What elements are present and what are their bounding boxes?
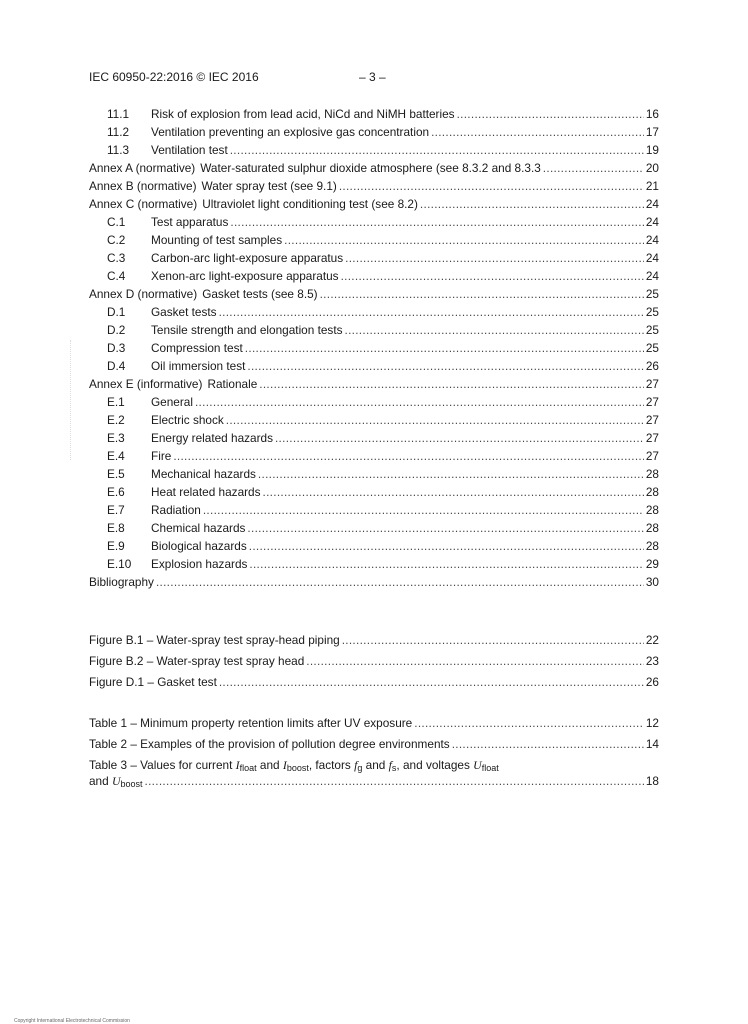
toc-entry[interactable]	[89, 287, 659, 305]
leader-dots	[345, 323, 644, 337]
leader-dots	[452, 737, 644, 751]
entry-title: Chemical hazards	[151, 521, 246, 535]
list-of-figures	[89, 633, 659, 696]
annex-label: Annex E (informative)	[89, 377, 203, 391]
leader-dots	[414, 716, 644, 730]
table-3-text: Table 3 – Values for current	[89, 758, 236, 772]
toc-entry[interactable]	[89, 539, 659, 557]
entry-title: Ventilation test	[151, 143, 228, 157]
section-number: D.2	[107, 323, 126, 337]
leader-dots	[226, 413, 644, 427]
leader-dots	[249, 539, 644, 553]
leader-dots	[249, 557, 643, 571]
section-number: E.2	[107, 413, 125, 427]
section-number: 11.2	[107, 125, 130, 139]
leader-dots	[275, 431, 644, 445]
leader-dots	[247, 521, 643, 535]
leader-dots	[345, 251, 644, 265]
page-ref: 12	[645, 716, 659, 730]
section-number: E.7	[107, 503, 125, 517]
entry-title: Risk of explosion from lead acid, NiCd and NiMH batteries	[151, 107, 455, 121]
toc-entry[interactable]	[89, 161, 659, 179]
figure-entry[interactable]	[89, 633, 659, 654]
entry-title: Water spray test (see 9.1)	[201, 179, 337, 193]
entry-title: Xenon-arc light-exposure apparatus	[151, 269, 339, 283]
toc-entry[interactable]	[89, 431, 659, 449]
toc-entry[interactable]	[89, 143, 659, 161]
section-number: E.1	[107, 395, 125, 409]
section-number: D.1	[107, 305, 126, 319]
annex-label: Annex C (normative)	[89, 197, 198, 211]
toc-entry[interactable]	[89, 251, 659, 269]
leader-dots	[245, 341, 644, 355]
toc-entry[interactable]	[89, 413, 659, 431]
section-number: E.4	[107, 449, 125, 463]
entry-title: Rationale	[207, 377, 258, 391]
toc-entry[interactable]	[89, 179, 659, 197]
section-number: D.3	[107, 341, 126, 355]
leader-dots	[339, 179, 644, 193]
toc-entry[interactable]	[89, 269, 659, 287]
page-ref: 23	[645, 654, 659, 668]
page-ref: 22	[645, 633, 659, 647]
toc-entry[interactable]	[89, 215, 659, 233]
entry-title: Gasket tests (see 8.5)	[202, 287, 318, 301]
leader-dots	[173, 449, 644, 463]
entry-title: Explosion hazards	[151, 557, 248, 571]
toc-entry[interactable]	[89, 503, 659, 521]
page-ref: 30	[645, 575, 659, 589]
section-number: E.6	[107, 485, 125, 499]
leader-dots	[543, 161, 644, 175]
page-ref: 25	[645, 341, 659, 355]
leader-dots	[341, 269, 644, 283]
entry-title: Table 2 – Examples of the provision of pollution degree environments	[89, 737, 450, 751]
entry-title: Electric shock	[151, 413, 224, 427]
toc-entry[interactable]	[89, 575, 659, 593]
toc-entry[interactable]	[89, 341, 659, 359]
copyright-footer: Copyright International Electrotechnical Commission	[14, 1018, 130, 1024]
page-ref: 21	[645, 179, 659, 193]
section-number: E.10	[107, 557, 132, 571]
leader-dots	[247, 359, 643, 373]
toc-entry[interactable]	[89, 377, 659, 395]
toc-entry[interactable]	[89, 305, 659, 323]
table-entry[interactable]	[89, 737, 659, 758]
page-ref: 20	[645, 161, 659, 175]
table-of-contents	[89, 107, 659, 593]
entry-title: Tensile strength and elongation tests	[151, 323, 343, 337]
toc-entry[interactable]	[89, 233, 659, 251]
entry-title: Table 1 – Minimum property retention limits after UV exposure	[89, 716, 413, 730]
section-number: E.3	[107, 431, 125, 445]
page-number: – 3 –	[359, 70, 386, 84]
toc-entry[interactable]	[89, 467, 659, 485]
section-number: 11.1	[107, 107, 130, 121]
leader-dots	[230, 143, 644, 157]
section-number: E.9	[107, 539, 125, 553]
section-number: D.4	[107, 359, 126, 373]
entry-title: Water-saturated sulphur dioxide atmosphere (see 8.3.2 and 8.3.3	[200, 161, 541, 175]
annex-label: Annex D (normative)	[89, 287, 198, 301]
table-entry[interactable]	[89, 716, 659, 737]
page-ref: 14	[645, 737, 659, 751]
leader-dots	[320, 287, 644, 301]
leader-dots	[263, 485, 644, 499]
leader-dots	[306, 654, 644, 668]
toc-entry[interactable]	[89, 521, 659, 539]
page-header	[89, 70, 386, 84]
section-number: C.2	[107, 233, 126, 247]
page-ref: 29	[645, 557, 659, 571]
toc-entry[interactable]	[89, 197, 659, 215]
page-ref: 28	[645, 503, 659, 517]
toc-entry[interactable]	[89, 395, 659, 413]
list-of-tables	[89, 716, 659, 758]
entry-title: Fire	[151, 449, 172, 463]
entry-title: Mechanical hazards	[151, 467, 256, 481]
entry-title: Carbon-arc light-exposure apparatus	[151, 251, 344, 265]
page-ref: 28	[645, 539, 659, 553]
page-ref: 24	[645, 215, 659, 229]
toc-entry[interactable]	[89, 359, 659, 377]
page-ref: 27	[645, 413, 659, 427]
entry-title: Energy related hazards	[151, 431, 273, 445]
leader-dots	[145, 774, 644, 788]
page-ref: 26	[645, 675, 659, 689]
page-ref: 27	[645, 377, 659, 391]
section-number: 11.3	[107, 143, 130, 157]
margin-watermark	[70, 340, 73, 460]
leader-dots	[219, 305, 644, 319]
toc-entry[interactable]	[89, 485, 659, 503]
entry-title: Mounting of test samples	[151, 233, 283, 247]
page-ref: 24	[645, 269, 659, 283]
toc-entry[interactable]	[89, 107, 659, 125]
figure-entry[interactable]	[89, 675, 659, 696]
entry-title: Ventilation preventing an explosive gas concentration	[151, 125, 430, 139]
page-ref: 28	[645, 485, 659, 499]
toc-entry[interactable]	[89, 557, 659, 575]
page-ref: 27	[645, 449, 659, 463]
page-ref: 28	[645, 521, 659, 535]
leader-dots	[259, 377, 644, 391]
entry-title: Ultraviolet light conditioning test (see 8.2)	[202, 197, 418, 211]
leader-dots	[195, 395, 644, 409]
leader-dots	[230, 215, 643, 229]
page-ref: 24	[645, 251, 659, 265]
annex-label: Annex A (normative)	[89, 161, 196, 175]
toc-entry[interactable]	[89, 323, 659, 341]
entry-title: Compression test	[151, 341, 243, 355]
entry-title: Figure B.1 – Water-spray test spray-head piping	[89, 633, 340, 647]
page-ref: 18	[645, 774, 659, 788]
page-ref: 19	[645, 143, 659, 157]
leader-dots	[420, 197, 644, 211]
section-number: E.5	[107, 467, 125, 481]
leader-dots	[258, 467, 644, 481]
page-ref: 27	[645, 431, 659, 445]
entry-title: General	[151, 395, 193, 409]
entry-title: Radiation	[151, 503, 201, 517]
leader-dots	[203, 503, 644, 517]
entry-title: Oil immersion test	[151, 359, 246, 373]
leader-dots	[284, 233, 644, 247]
leader-dots	[219, 675, 644, 689]
page-ref: 25	[645, 305, 659, 319]
annex-label: Bibliography	[89, 575, 154, 589]
entry-title: Heat related hazards	[151, 485, 261, 499]
toc-entry[interactable]	[89, 449, 659, 467]
page-ref: 26	[645, 359, 659, 373]
entry-title: Biological hazards	[151, 539, 247, 553]
page-ref: 25	[645, 287, 659, 301]
leader-dots	[431, 125, 644, 139]
section-number: C.3	[107, 251, 126, 265]
page-ref: 27	[645, 395, 659, 409]
section-number: C.4	[107, 269, 126, 283]
entry-title: Figure B.2 – Water-spray test spray head	[89, 654, 305, 668]
page-ref: 17	[645, 125, 659, 139]
page-ref: 25	[645, 323, 659, 337]
section-number: E.8	[107, 521, 125, 535]
entry-title: Gasket tests	[151, 305, 217, 319]
entry-title: Figure D.1 – Gasket test	[89, 675, 217, 689]
section-number: C.1	[107, 215, 126, 229]
annex-label: Annex B (normative)	[89, 179, 197, 193]
leader-dots	[156, 575, 644, 589]
page-ref: 24	[645, 197, 659, 211]
figure-entry[interactable]	[89, 654, 659, 675]
table-3-entry[interactable]: Table 3 – Values for current $I_{float}$ and $I_{boost}$, factors $f_g$ and $f_s$, and voltages $U_{float}$ and $U_{boost}$ ..... 18	[89, 758, 659, 792]
leader-dots	[342, 633, 644, 647]
page-ref: 24	[645, 233, 659, 247]
page-ref: 16	[645, 107, 659, 121]
page-ref: 28	[645, 467, 659, 481]
leader-dots	[457, 107, 644, 121]
entry-title: Test apparatus	[151, 215, 229, 229]
document-id: IEC 60950-22:2016 © IEC 2016	[89, 70, 259, 84]
toc-entry[interactable]	[89, 125, 659, 143]
